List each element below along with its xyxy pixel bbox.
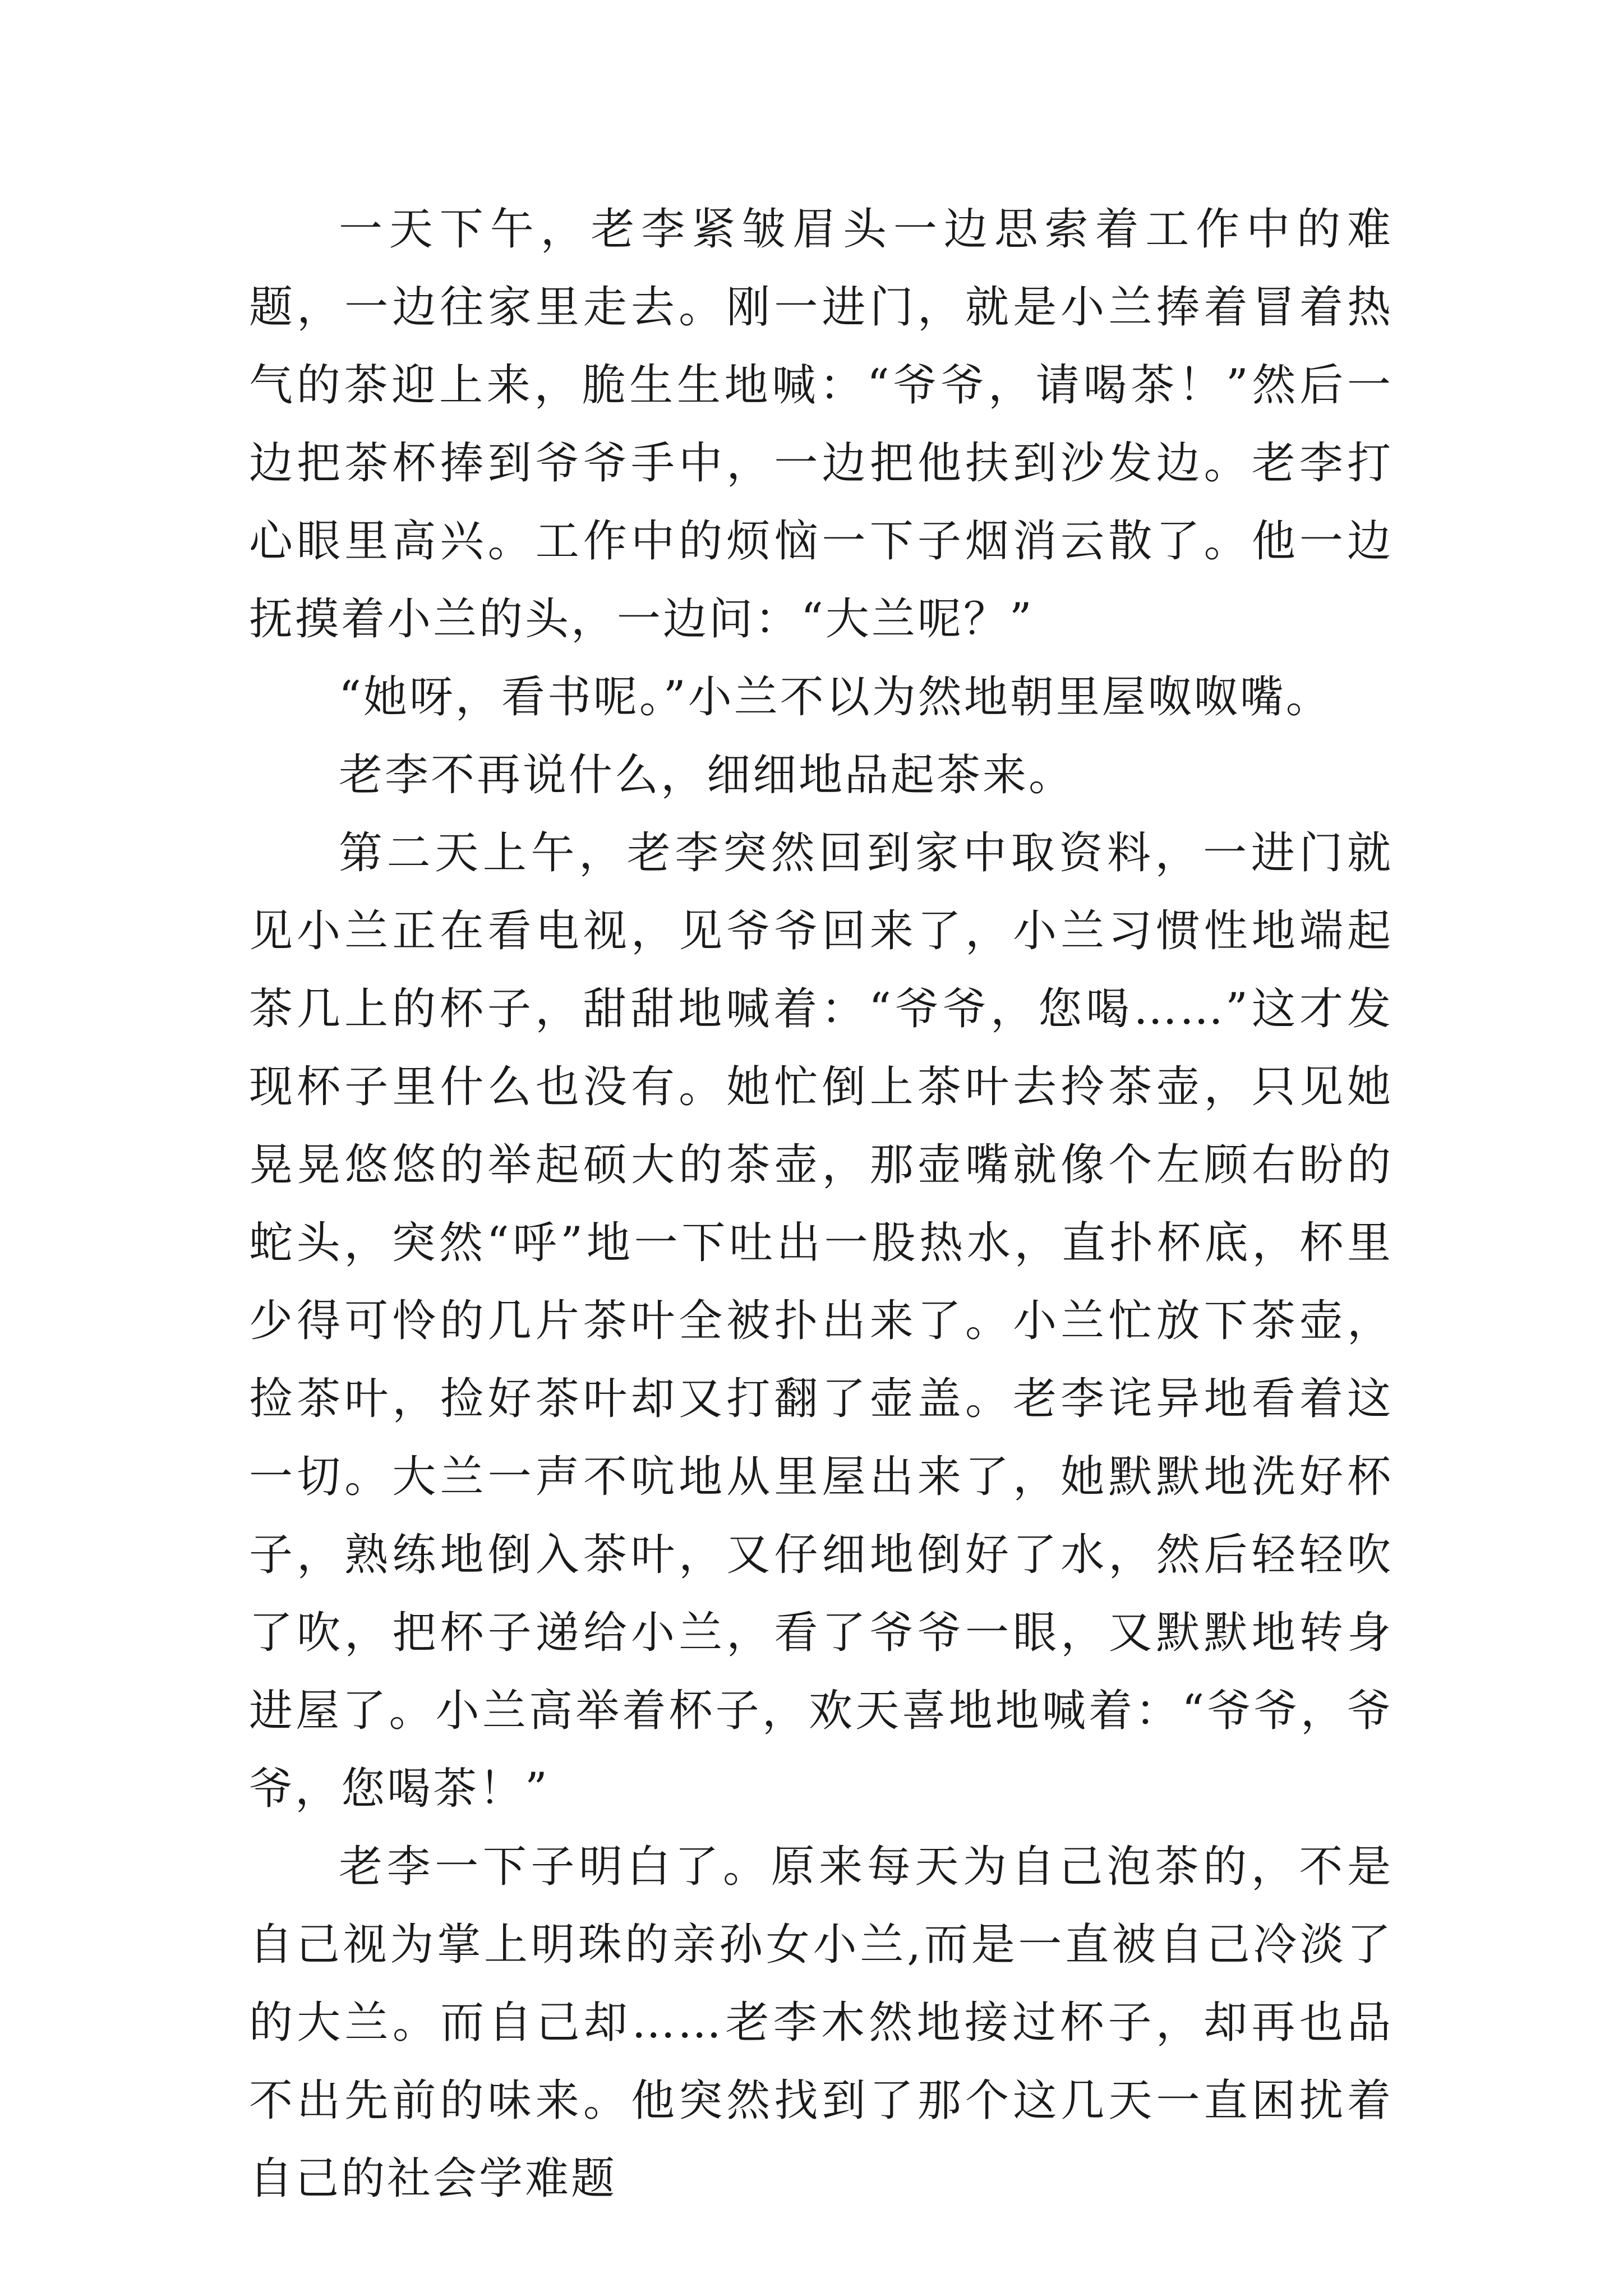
story-text — [249, 191, 1393, 2218]
paragraph-2: “她呀，看书呢。”小兰不以为然地朝里屋呶呶嘴。 — [339, 672, 1332, 723]
paragraph-5: 老李一下子明白了。原来每天为自己泡茶的，不是自己视为掌上明珠的亲孙女小兰,而是一直被自己冷淡了的大兰。而自己却……老李木然地接过杯子，却再也品不出先前的味来。他突然找到了那个这几天一直困扰着自己的社会学难题 — [249, 1842, 1393, 2204]
paragraph-1: 一天下午，老李紧皱眉头一边思索着工作中的难题，一边往家里走去。刚一进门，就是小兰捧着冒着热气的茶迎上来，脆生生地喊：“爷爷，请喝茶！”然后一边把茶杯捧到爷爷手中，一边把他扶到沙发边。老李打心眼里高兴。工作中的烦恼一下子烟消云散了。他一边抚摸着小兰的头，一边问：“大兰呢？” — [249, 204, 1393, 645]
paragraph-4: 第二天上午，老李突然回到家中取资料，一进门就见小兰正在看电视，见爷爷回来了，小兰习惯性地端起茶几上的杯子，甜甜地喊着：“爷爷，您喝……”这才发现杯子里什么也没有。她忙倒上茶叶去拎茶壶，只见她晃晃悠悠的举起硕大的茶壶，那壶嘴就像个左顾右盼的蛇头，突然“呼”地一下吐出一股热水，直扑杯底，杯里少得可怜的几片茶叶全被扑出来了。小兰忙放下茶壶，捡茶叶，捡好茶叶却又打翻了壶盖。老李诧异地看着这一切。大兰一声不吭地从里屋出来了，她默默地洗好杯子，熟练地倒入茶叶，又仔细地倒好了水，然后轻轻吹了吹，把杯子递给小兰，看了爷爷一眼，又默默地转身进屋了。小兰高举着杯子，欢天喜地地喊着：“爷爷，爷爷，您喝茶！” — [249, 828, 1393, 1814]
paragraph-3: 老李不再说什么，细细地品起茶来。 — [339, 750, 1075, 800]
